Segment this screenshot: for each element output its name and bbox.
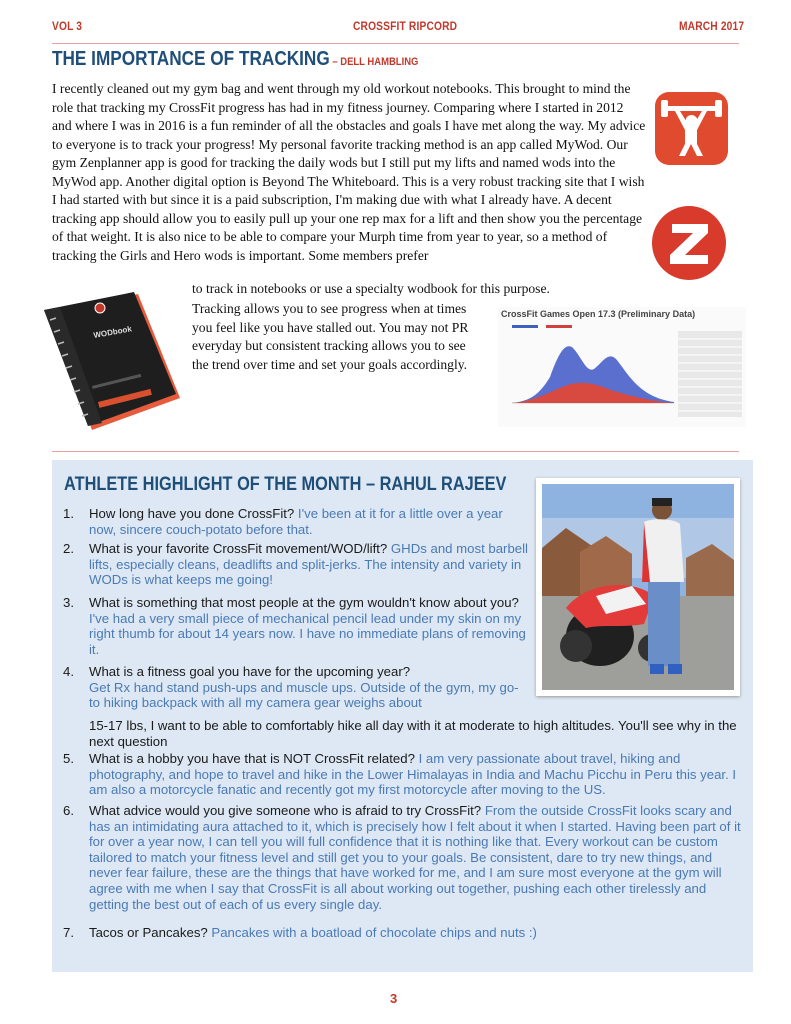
qa-item-4-answer-continued: 15-17 lbs, I want to be able to comfortably hike all day with it at moderate to high altitudes. You'll see why in the next question [89, 718, 737, 749]
header-newsletter-name: CROSSFIT RIPCORD [353, 19, 458, 33]
zenplanner-app-icon [652, 206, 726, 280]
qa-question: What advice would you give someone who is afraid to try CrossFit? [89, 803, 485, 818]
header-rule [52, 43, 739, 44]
qa-answer: Get Rx hand stand push-ups and muscle ups. Outside of the gym, my go-to hiking backpack with all my camera gear weighs about [89, 679, 519, 711]
qa-number: 1. [63, 506, 74, 521]
qa-question: What is a fitness goal you have for the upcoming year? [89, 664, 411, 679]
qa-item-6 [63, 803, 741, 912]
section-rule [52, 451, 739, 452]
qa-answer: I've been at it for a little over a year now, sincere couch-potato before that. [89, 506, 503, 537]
article-body-continued: to track in notebooks or use a specialty wodbook for this purpose. [192, 281, 550, 296]
qa-answer: GHDs and most barbell lifts, especially cleans, deadlifts and split-jerks. The intensity and variety in WODs is what keeps me going! [89, 541, 528, 588]
page-number: 3 [390, 991, 398, 1006]
qa-question: What is your favorite CrossFit movement/WOD/lift? [89, 541, 391, 556]
open-17-3-chart-image [498, 307, 746, 427]
qa-item-5 [63, 751, 739, 798]
qa-question: What is a hobby you have that is NOT CrossFit related? [89, 751, 419, 766]
article-body: I recently cleaned out my gym bag and went through my old workout notebooks. This brought to mind the role that tracking my CrossFit progress has had in my fitness journey. Comparing where I started in 2012 and where I was in 2016 is a fun reminder of all the obstacles and goals I have met along the way. My advice to everyone is to track your progress! My personal favorite tracking method is an app called MyWod. Our gym Zenplanner app is good for tracking the daily wods but I still put my lifts and named wods into the MyWod app. Another digital option is Beyond The Whiteboard. This is a very robust tracking site that I wish I had started with but since it is a paid subscription, I'm making due with what I already have. A decent tracking app should allow you to easily pull up your one rep max for a lift and then show you the percentage of that weight. It is also nice to be able to compare your Murph time from year to year, so a method of tracking the Girls and Hero wods is important. Some members prefer [52, 81, 646, 263]
z-letter-icon [652, 206, 726, 280]
qa-number: 5. [63, 751, 74, 766]
article-body-closing: Tracking allows you to see progress when at times you feel like you have stalled out. You may not PR everyday but consistent tracking allows you to see the trend over time and set your goals accordingly. [192, 301, 469, 372]
qa-item-4 [63, 664, 529, 711]
article-title-text: THE IMPORTANCE OF TRACKING [52, 48, 330, 70]
qa-item-1 [63, 506, 529, 537]
article-title [52, 48, 418, 71]
qa-answer: From the outside CrossFit looks scary and has an intimidating aura attached to it, which is precisely how I felt about it when I started. Having been part of it for over a year now, I can tell you will full confidence that it is nothing like that. Every workout can be custom tailored to match your fitness level and still get you to your goals. Be consistent, dare to try new things, and never fear failure, these are the things that have worked for me, and I am sure most everyone at the gym will agree with me when I say that CrossFit is all about working out together, pushing each other tirelessly and getting the best out of each of us every single day. [89, 803, 741, 912]
qa-number: 6. [63, 803, 74, 818]
qa-question: How long have you done CrossFit? [89, 506, 298, 521]
weightlifting-app-icon [655, 92, 728, 165]
athlete-highlight-title: ATHLETE HIGHLIGHT OF THE MONTH – RAHUL RAJEEV [64, 474, 507, 495]
qa-number: 4. [63, 664, 74, 679]
athlete-photo [536, 478, 740, 696]
weightlifter-icon [655, 92, 728, 165]
qa-answer: I've had a very small piece of mechanical pencil lead under my skin on my right thumb for about 14 years now. I have no immediate plans of removing it. [89, 610, 526, 657]
qa-question: Tacos or Pancakes? [89, 925, 212, 940]
qa-item-7 [63, 925, 739, 941]
header-volume: VOL 3 [52, 19, 83, 33]
header-date: MARCH 2017 [679, 19, 745, 33]
qa-question: What is something that most people at the gym wouldn't know about you? [89, 595, 519, 610]
wodbook-notebook-image [40, 290, 190, 440]
qa-number: 2. [63, 541, 74, 556]
qa-number: 3. [63, 595, 74, 610]
qa-item-3 [63, 595, 529, 657]
wodbook-cover-label: WODbook [92, 324, 133, 340]
qa-number: 7. [63, 925, 74, 940]
article-byline: – DELL HAMBLING [329, 56, 419, 68]
chart-title: CrossFit Games Open 17.3 (Preliminary Data) [501, 309, 696, 319]
qa-answer: Pancakes with a boatload of chocolate chips and nuts :) [211, 925, 537, 940]
qa-answer: I am very passionate about travel, hiking and photography, and hope to travel and hike in the Lower Himalayas in India and Machu Picchu in Peru this year. I am also a motorcycle fanatic and recently got my first motorcycle after moving to the US. [89, 751, 737, 798]
qa-item-2 [63, 541, 529, 588]
